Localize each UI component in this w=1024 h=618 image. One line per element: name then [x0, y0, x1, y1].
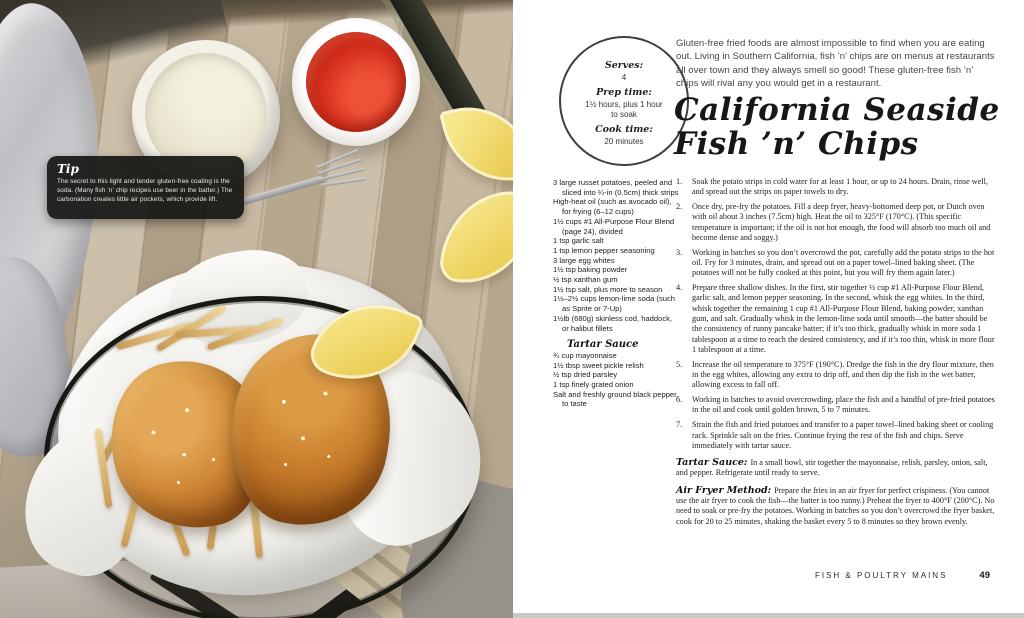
step-number: 1.: [676, 177, 683, 186]
ingredient-item: High-heat oil (such as avocado oil), for frying (6–12 cups): [553, 197, 672, 217]
tartar-sauce-note-text: In a small bowl, stir together the mayonnaise, relish, parsley, onion, salt, and pepper. Refrigerate until ready to serve.: [676, 458, 988, 478]
ingredient-item: ½ tsp xanthan gum: [553, 275, 618, 285]
serves-label: Serves:: [604, 59, 644, 71]
recipe-page: [513, 0, 1024, 618]
recipe-intro: Gluten-free fried foods are almost impossible to find when you are eating out. Living in Southern California, fish ’n’ chips are on menus at restaurants all over town and they always smell so good! These gluten-free fish ’n’ chips will rival any you would get in a restaurant.: [676, 38, 995, 89]
ingredient-item: 1½–2½ cups lemon-lime soda (such as Sprite or 7-Up): [553, 294, 675, 314]
ingredient-item: 1 tsp garlic salt: [553, 236, 604, 246]
ingredient-item: 1½lb (680g) skinless cod, haddock, or halibut fillets: [553, 313, 673, 333]
step-text: Soak the potato strips in cold water for at least 1 hour, or up to 24 hours. Drain, rinse well, and spread out the strips on paper towels to dry.: [692, 177, 988, 197]
ingredient-item: 1½ tsp baking powder: [553, 265, 628, 275]
step-text: Working in batches so you don’t overcrowd the pot, carefully add the potato strips to the hot oil. Fry for 3 minutes, drain, and spread out on a paper towel–lined baking sheet. (The potatoes will not be fully cooked at this point, but you will fry them again later.): [692, 247, 995, 278]
ingredient-item: ¾ cup mayonnaise: [553, 350, 617, 360]
step-item: [676, 360, 998, 391]
step-number: 4.: [676, 283, 683, 293]
page-number: 49: [979, 570, 990, 581]
fork-handle: [238, 175, 325, 206]
ingredient-item: 3 large egg whites: [553, 255, 615, 265]
serves-value: 4: [621, 72, 627, 82]
step-item: [676, 420, 998, 451]
ketchup-bowl: [292, 18, 420, 146]
step-item: [676, 395, 998, 416]
step-text: Once dry, pre-fry the potatoes. Fill a deep fryer, heavy-bottomed deep pot, or Dutch oven with oil about 3 inches (7.5cm) high. Heat the oil to 325°F (170°C). (This specific temperature is important; if the oil is not hot enough, the food will absorb too much oil and become dense and soggy.): [692, 202, 991, 242]
ingredient-item: 1 tsp finely grated onion: [553, 380, 634, 390]
tartar-sauce-header: Tartar Sauce: [567, 339, 639, 351]
chapter-title: FISH & POULTRY MAINS: [814, 571, 948, 580]
fork-tines: [315, 151, 369, 193]
step-item: [676, 283, 998, 355]
air-fryer-method-note: [676, 486, 998, 527]
air-fryer-method-text: Prepare the fries in an air fryer for perfect crispiness. (You cannot use the air fryer to cook the fish—the batter is too runny.) Preheat the fryer to 400°F (200°C). No need to soak or pre-fry the potatoes. Working in batches so you don’t overcrowd the fryer basket, cook for 20 to 25 minutes, shaking the basket every 5 to 8 minutes so they brown evenly.: [676, 485, 995, 526]
lemon-wedge: [439, 94, 513, 195]
cook-time-value: 20 minutes: [604, 136, 644, 146]
prep-time-value: 1½ hours, plus 1 hour to soak: [585, 99, 663, 119]
ingredient-item: 1½ tbsp sweet pickle relish: [553, 360, 644, 370]
ingredient-item: Salt and freshly ground black pepper, to taste: [553, 389, 679, 409]
step-text: Increase the oil temperature to 375°F (190°C). Dredge the fish in the dry flour mixture, then in the egg whites, allowing any extra to drip off, and then dip the fish in the wet batter, allowing excess to fall off.: [692, 359, 994, 390]
step-text: Strain the fish and fried potatoes and transfer to a paper towel–lined baking sheet or cooling rack. Sprinkle salt on the fries. Continue frying the rest of the fish and chips. Serve immediately with tartar sauce.: [692, 420, 994, 450]
serving-time-badge: [559, 36, 689, 166]
ingredient-item: 1½ cups #1 All-Purpose Flour Blend (page 24), divided: [553, 216, 675, 236]
step-number: 3.: [676, 247, 683, 257]
air-fryer-method-label: Air Fryer Method:: [676, 484, 772, 496]
tartar-sauce-note: [676, 458, 998, 479]
step-number: 2.: [676, 202, 683, 212]
recipe-title-line1: California Seaside: [674, 92, 1000, 128]
ingredient-item: 3 large russet potatoes, peeled and sliced into ¼-in (0.5cm) thick strips: [553, 178, 679, 197]
ingredients-list: [553, 178, 680, 409]
recipe-title-line2: Fish ’n’ Chips: [674, 126, 919, 162]
step-item: [676, 202, 998, 243]
ingredient-item: ½ tsp dried parsley: [553, 370, 618, 380]
step-text: Prepare three shallow dishes. In the first, stir together ½ cup #1 All-Purpose Flour Blend, garlic salt, and lemon pepper seasoning. In the second, whisk the egg whites. In the third, whisk together the remaining 1 cup #1 All-Purpose Flour Blend, baking powder, xanthan gum, and salt. Gradually whisk in the lemon-lime soda until smooth—the batter should be the consistency of runny pancake batter; if it’s too thick, gradually whisk in more soda 1 tablespoon at a time to reach the desired consistency, and if it’s too thin, whisk in more flour 1 tablespoon at a time.: [692, 283, 995, 354]
ingredient-item: 1 tsp lemon pepper seasoning: [553, 245, 655, 255]
cook-time-label: Cook time:: [595, 123, 653, 135]
step-number: 5.: [676, 359, 683, 369]
method-steps: [676, 177, 998, 527]
step-number: 7.: [676, 420, 683, 430]
tip-label: Tip: [57, 161, 79, 176]
ingredient-item: 1½ tsp salt, plus more to season: [553, 284, 663, 294]
lemon-wedge: [438, 182, 513, 291]
tartar-sauce-note-label: Tartar Sauce:: [676, 457, 748, 469]
prep-time-label: Prep time:: [596, 86, 652, 98]
step-item: [676, 177, 998, 198]
step-number: 6.: [676, 395, 683, 405]
tip-text: The secret to this light and tender gluten-free coating is the soda. (Many fish ’n’ chip recipes use beer in the batter.) The carbonation creates little air pockets, which provide lift.: [57, 178, 233, 203]
recipe-title: [674, 93, 1014, 161]
step-item: [676, 248, 998, 279]
page-footer: [513, 570, 990, 581]
step-text: Working in batches to avoid overcrowding, place the fish and a handful of pre-fried potatoes in the oil and cook until golden brown, 5 to 7 minutes.: [692, 395, 995, 415]
page-edge: [513, 613, 1024, 618]
tip-callout: [47, 156, 244, 219]
